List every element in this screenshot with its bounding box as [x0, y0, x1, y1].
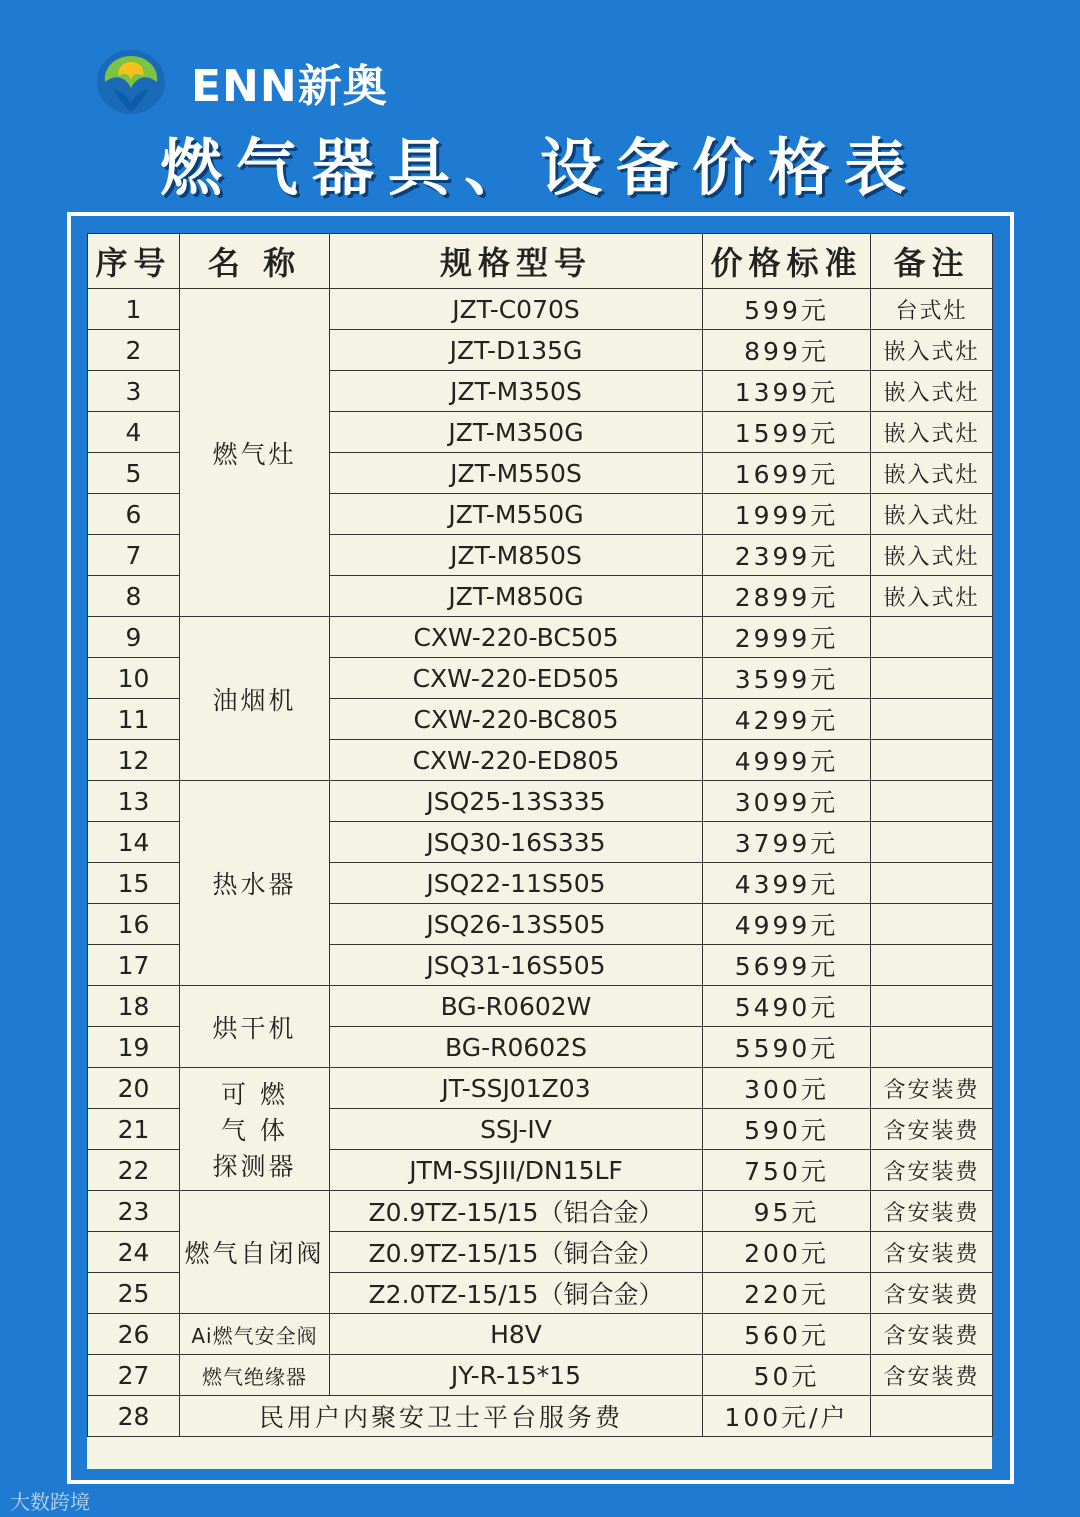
- row-model: BG-R0602S: [330, 1027, 703, 1068]
- row-price: 3799元: [703, 822, 871, 863]
- row-price: 2999元: [703, 617, 871, 658]
- row-price: 100元/户: [703, 1396, 871, 1437]
- header-note: 备注: [871, 234, 993, 289]
- group-name: 燃气自闭阀: [180, 1191, 330, 1314]
- row-no: 15: [88, 863, 180, 904]
- row-no: 4: [88, 412, 180, 453]
- brand-logo: [95, 48, 388, 116]
- table-row: [88, 1191, 993, 1232]
- row-note: [871, 986, 993, 1027]
- row-no: 24: [88, 1232, 180, 1273]
- row-no: 12: [88, 740, 180, 781]
- row-no: 25: [88, 1273, 180, 1314]
- row-price: 4399元: [703, 863, 871, 904]
- row-note: [871, 617, 993, 658]
- row-note: 含安装费: [871, 1068, 993, 1109]
- row-price: 95元: [703, 1191, 871, 1232]
- row-note: 含安装费: [871, 1191, 993, 1232]
- row-note: 嵌入式灶: [871, 453, 993, 494]
- group-name: 燃气绝缘器: [180, 1355, 330, 1396]
- row-no: 27: [88, 1355, 180, 1396]
- row-price: 50元: [703, 1355, 871, 1396]
- row-no: 23: [88, 1191, 180, 1232]
- row-note: [871, 740, 993, 781]
- row-price: 560元: [703, 1314, 871, 1355]
- row-price: 3599元: [703, 658, 871, 699]
- row-no: 19: [88, 1027, 180, 1068]
- row-note: 嵌入式灶: [871, 371, 993, 412]
- service-fee-name: 民用户内聚安卫士平台服务费: [180, 1396, 703, 1437]
- table-row: [88, 986, 993, 1027]
- row-note: 台式灶: [871, 289, 993, 330]
- row-model: JZT-M550S: [330, 453, 703, 494]
- row-price: 1399元: [703, 371, 871, 412]
- row-note: 含安装费: [871, 1232, 993, 1273]
- price-table: [87, 233, 993, 1437]
- group-name: 烘干机: [180, 986, 330, 1068]
- row-model: BG-R0602W: [330, 986, 703, 1027]
- row-note: 嵌入式灶: [871, 535, 993, 576]
- row-note: 含安装费: [871, 1109, 993, 1150]
- row-price: 750元: [703, 1150, 871, 1191]
- group-name-detector: [180, 1068, 330, 1191]
- group-name: 燃气灶: [180, 289, 330, 617]
- row-note: 嵌入式灶: [871, 412, 993, 453]
- header-price: 价格标准: [703, 234, 871, 289]
- table-row: [88, 289, 993, 330]
- row-note: 含安装费: [871, 1150, 993, 1191]
- row-price: 220元: [703, 1273, 871, 1314]
- row-note: 含安装费: [871, 1355, 993, 1396]
- row-note: [871, 699, 993, 740]
- row-no: 14: [88, 822, 180, 863]
- row-price: 1599元: [703, 412, 871, 453]
- row-price: 2399元: [703, 535, 871, 576]
- row-model: Z2.0TZ-15/15（铜合金）: [330, 1273, 703, 1314]
- table-header-row: [88, 234, 993, 289]
- group-name: 油烟机: [180, 617, 330, 781]
- row-note: 含安装费: [871, 1273, 993, 1314]
- row-no: 21: [88, 1109, 180, 1150]
- row-price: 4999元: [703, 740, 871, 781]
- row-model: JSQ26-13S505: [330, 904, 703, 945]
- row-note: [871, 1027, 993, 1068]
- watermark: 大数跨境: [10, 1490, 90, 1514]
- row-price: 5590元: [703, 1027, 871, 1068]
- row-note: 含安装费: [871, 1314, 993, 1355]
- row-price: 899元: [703, 330, 871, 371]
- row-note: 嵌入式灶: [871, 576, 993, 617]
- table-row: [88, 1355, 993, 1396]
- row-model: JZT-M350G: [330, 412, 703, 453]
- row-note: [871, 781, 993, 822]
- row-model: H8V: [330, 1314, 703, 1355]
- row-price: 200元: [703, 1232, 871, 1273]
- row-no: 10: [88, 658, 180, 699]
- group-name-line: 气 体: [221, 1116, 288, 1145]
- group-name: 热水器: [180, 781, 330, 986]
- row-model: JT-SSJ01Z03: [330, 1068, 703, 1109]
- row-no: 20: [88, 1068, 180, 1109]
- row-model: JSQ22-11S505: [330, 863, 703, 904]
- row-model: CXW-220-ED505: [330, 658, 703, 699]
- row-no: 26: [88, 1314, 180, 1355]
- row-model: JZT-D135G: [330, 330, 703, 371]
- row-no: 5: [88, 453, 180, 494]
- row-note: 嵌入式灶: [871, 494, 993, 535]
- row-no: 18: [88, 986, 180, 1027]
- table-row: [88, 1396, 993, 1437]
- row-price: 1999元: [703, 494, 871, 535]
- row-no: 9: [88, 617, 180, 658]
- row-model: JSQ31-16S505: [330, 945, 703, 986]
- row-no: 13: [88, 781, 180, 822]
- row-model: JZT-M850S: [330, 535, 703, 576]
- row-price: 590元: [703, 1109, 871, 1150]
- row-price: 300元: [703, 1068, 871, 1109]
- row-model: JZT-M850G: [330, 576, 703, 617]
- header-name: 名 称: [180, 234, 330, 289]
- row-no: 1: [88, 289, 180, 330]
- price-sheet: [87, 233, 992, 1469]
- row-model: JY-R-15*15: [330, 1355, 703, 1396]
- row-model: CXW-220-ED805: [330, 740, 703, 781]
- row-price: 3099元: [703, 781, 871, 822]
- enn-logo-icon: [95, 48, 167, 116]
- brand-name: ENN新奥: [191, 61, 388, 112]
- table-row: [88, 781, 993, 822]
- row-price: 2899元: [703, 576, 871, 617]
- row-no: 2: [88, 330, 180, 371]
- row-no: 16: [88, 904, 180, 945]
- table-row: [88, 1314, 993, 1355]
- row-no: 11: [88, 699, 180, 740]
- row-model: JTM-SSJII/DN15LF: [330, 1150, 703, 1191]
- page-title: 燃气器具、设备价格表: [159, 131, 920, 204]
- row-note: [871, 658, 993, 699]
- row-model: JSQ30-16S335: [330, 822, 703, 863]
- row-price: 4999元: [703, 904, 871, 945]
- row-model: CXW-220-BC505: [330, 617, 703, 658]
- row-model: CXW-220-BC805: [330, 699, 703, 740]
- row-no: 7: [88, 535, 180, 576]
- row-price: 599元: [703, 289, 871, 330]
- row-no: 28: [88, 1396, 180, 1437]
- group-name-line: 可 燃: [221, 1080, 288, 1109]
- row-model: JSQ25-13S335: [330, 781, 703, 822]
- group-name-line: 探测器: [212, 1152, 297, 1181]
- row-note: [871, 904, 993, 945]
- row-price: 5699元: [703, 945, 871, 986]
- row-model: JZT-M550G: [330, 494, 703, 535]
- row-model: JZT-M350S: [330, 371, 703, 412]
- group-name: Ai燃气安全阀: [180, 1314, 330, 1355]
- row-note: [871, 822, 993, 863]
- row-model: SSJ-IV: [330, 1109, 703, 1150]
- row-note: [871, 945, 993, 986]
- row-price: 4299元: [703, 699, 871, 740]
- table-row: [88, 1068, 993, 1109]
- row-model: Z0.9TZ-15/15（铜合金）: [330, 1232, 703, 1273]
- row-price: 5490元: [703, 986, 871, 1027]
- row-no: 22: [88, 1150, 180, 1191]
- row-no: 3: [88, 371, 180, 412]
- row-note: 嵌入式灶: [871, 330, 993, 371]
- table-row: [88, 617, 993, 658]
- row-note: [871, 1396, 993, 1437]
- row-model: JZT-C070S: [330, 289, 703, 330]
- header-model: 规格型号: [330, 234, 703, 289]
- row-price: 1699元: [703, 453, 871, 494]
- header-no: 序号: [88, 234, 180, 289]
- row-note: [871, 863, 993, 904]
- row-no: 17: [88, 945, 180, 986]
- row-model: Z0.9TZ-15/15（铝合金）: [330, 1191, 703, 1232]
- row-no: 8: [88, 576, 180, 617]
- row-no: 6: [88, 494, 180, 535]
